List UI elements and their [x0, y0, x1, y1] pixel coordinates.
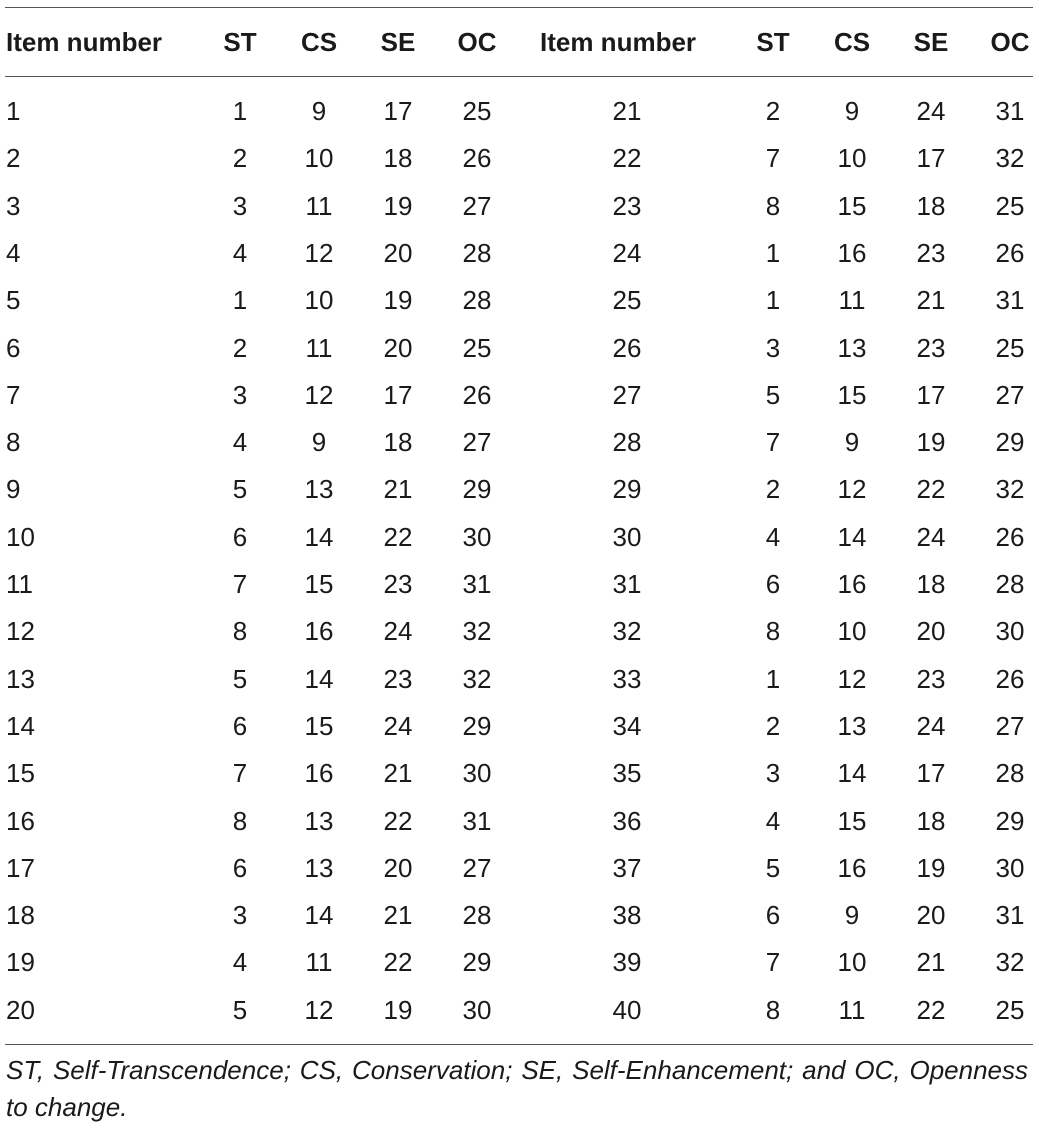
table-row [0, 892, 1039, 939]
cell-oc-left: 29 [462, 947, 492, 978]
cell-item-number-right: 40 [612, 994, 642, 1025]
cell-cs-right: 12 [837, 474, 867, 505]
table-row [0, 703, 1039, 750]
cell-st-left: 6 [232, 852, 248, 883]
cell-item-number-left: 14 [6, 710, 35, 741]
cell-cs-right: 13 [837, 332, 867, 363]
cell-st-right: 5 [765, 379, 781, 410]
cell-cs-right: 16 [837, 237, 867, 268]
cell-cs-right: 9 [844, 96, 860, 126]
cell-se-right: 18 [916, 805, 946, 836]
cell-item-number-right: 23 [612, 190, 642, 221]
header-oc-right: OC [990, 27, 1030, 57]
cell-oc-right: 27 [995, 379, 1025, 410]
cell-item-number-left: 5 [6, 285, 21, 316]
cell-st-right: 4 [765, 521, 781, 552]
cell-st-left: 2 [232, 332, 248, 363]
cell-oc-left: 26 [462, 379, 492, 410]
table-row [0, 230, 1039, 277]
cell-cs-left: 10 [304, 285, 334, 316]
cell-oc-left: 29 [462, 710, 492, 741]
cell-cs-right: 11 [838, 994, 866, 1025]
cell-se-left: 24 [383, 710, 413, 741]
cell-oc-left: 28 [462, 237, 492, 268]
cell-oc-right: 32 [995, 143, 1025, 174]
cell-se-left: 23 [383, 569, 413, 599]
cell-oc-right: 26 [995, 521, 1025, 552]
cell-cs-right: 14 [837, 521, 867, 552]
cell-cs-left: 15 [304, 569, 334, 599]
cell-cs-right: 11 [838, 285, 866, 316]
cell-item-number-right: 26 [612, 332, 642, 363]
table-row [0, 514, 1039, 561]
cell-se-left: 17 [383, 379, 413, 410]
cell-st-right: 2 [765, 474, 781, 505]
table-row [0, 750, 1039, 797]
cell-cs-left: 11 [305, 947, 333, 978]
cell-st-left: 7 [232, 758, 248, 789]
cell-oc-left: 27 [462, 190, 492, 221]
cell-cs-left: 9 [311, 427, 327, 458]
cell-item-number-left: 7 [6, 379, 21, 410]
cell-oc-left: 31 [462, 569, 492, 599]
cell-cs-left: 14 [304, 663, 334, 694]
cell-oc-left: 26 [462, 143, 492, 174]
cell-oc-right: 28 [995, 569, 1025, 599]
cell-st-left: 4 [232, 427, 248, 458]
table-bottom-rule [5, 1044, 1033, 1045]
cell-se-right: 18 [916, 569, 946, 599]
cell-item-number-left: 16 [6, 805, 35, 836]
cell-cs-right: 10 [837, 616, 867, 647]
header-oc-left: OC [457, 27, 497, 57]
cell-oc-left: 27 [462, 852, 492, 883]
cell-st-left: 8 [232, 616, 248, 647]
cell-item-number-left: 6 [6, 332, 21, 363]
cell-st-right: 1 [765, 237, 781, 268]
cell-se-left: 17 [383, 96, 413, 126]
cell-se-right: 23 [916, 237, 946, 268]
header-item-number-right: Item number [540, 27, 697, 57]
cell-se-left: 22 [383, 947, 413, 978]
cell-st-right: 6 [765, 900, 781, 931]
cell-se-right: 24 [916, 96, 946, 126]
cell-item-number-right: 38 [612, 900, 642, 931]
cell-item-number-left: 10 [6, 521, 35, 552]
cell-se-left: 19 [383, 994, 413, 1025]
cell-oc-left: 32 [462, 663, 492, 694]
cell-item-number-right: 31 [612, 569, 642, 599]
cell-item-number-left: 9 [6, 474, 21, 505]
cell-oc-left: 25 [462, 96, 492, 126]
cell-item-number-left: 20 [6, 994, 35, 1025]
cell-cs-right: 16 [837, 852, 867, 883]
cell-cs-left: 16 [304, 616, 334, 647]
cell-se-right: 21 [916, 947, 946, 978]
cell-oc-left: 28 [462, 900, 492, 931]
cell-item-number-left: 18 [6, 900, 35, 931]
cell-se-left: 22 [383, 805, 413, 836]
cell-st-left: 2 [232, 143, 248, 174]
table-footnote: ST, Self-Transcendence; CS, Conservation; SE, Self-Enhancement; and OC, Openness to change. [6, 1055, 1028, 1122]
cell-cs-right: 14 [837, 758, 867, 789]
cell-oc-right: 28 [995, 758, 1025, 789]
table-row [0, 987, 1039, 1034]
cell-oc-right: 32 [995, 474, 1025, 505]
cell-cs-right: 15 [837, 379, 867, 410]
cell-se-left: 23 [383, 663, 413, 694]
cell-cs-left: 13 [304, 805, 334, 836]
cell-oc-right: 32 [995, 947, 1025, 978]
cell-oc-left: 30 [462, 521, 492, 552]
cell-st-right: 2 [765, 710, 781, 741]
cell-st-right: 7 [765, 143, 781, 174]
cell-oc-right: 27 [995, 710, 1025, 741]
cell-item-number-right: 21 [612, 96, 642, 126]
cell-st-left: 6 [232, 710, 248, 741]
cell-oc-right: 29 [995, 427, 1025, 458]
cell-item-number-left: 4 [6, 237, 21, 268]
header-item-number-left: Item number [6, 27, 163, 57]
cell-st-right: 5 [765, 852, 781, 883]
table-row [0, 372, 1039, 419]
cell-st-left: 6 [232, 521, 248, 552]
table-row [0, 88, 1039, 135]
cell-st-right: 8 [765, 994, 781, 1025]
cell-item-number-left: 2 [6, 143, 21, 174]
cell-se-left: 19 [383, 285, 413, 316]
cell-item-number-right: 36 [612, 805, 642, 836]
table-row [0, 466, 1039, 513]
cell-item-number-left: 1 [6, 96, 21, 126]
cell-oc-left: 25 [462, 332, 492, 363]
cell-cs-left: 11 [305, 190, 333, 221]
cell-st-right: 7 [765, 427, 781, 458]
cell-cs-left: 13 [304, 474, 334, 505]
cell-cs-left: 14 [304, 900, 334, 931]
table-row [0, 845, 1039, 892]
cell-st-right: 2 [765, 96, 781, 126]
table-header-row [0, 18, 1039, 66]
table-row [0, 419, 1039, 466]
cell-cs-left: 12 [304, 237, 334, 268]
cell-se-right: 17 [916, 379, 946, 410]
cell-se-right: 17 [916, 758, 946, 789]
cell-st-right: 7 [765, 947, 781, 978]
cell-item-number-right: 33 [612, 663, 642, 694]
table-row [0, 277, 1039, 324]
cell-st-left: 5 [232, 663, 248, 694]
header-st-left: ST [223, 27, 257, 57]
cell-oc-left: 30 [462, 994, 492, 1025]
cell-item-number-right: 34 [612, 710, 642, 741]
cell-st-left: 3 [232, 190, 248, 221]
cell-cs-right: 10 [837, 947, 867, 978]
cell-item-number-right: 27 [612, 379, 642, 410]
cell-se-left: 24 [383, 616, 413, 647]
cell-se-right: 20 [916, 900, 946, 931]
cell-cs-left: 10 [304, 143, 334, 174]
cell-se-left: 21 [383, 900, 413, 931]
table-row [0, 135, 1039, 182]
cell-cs-left: 12 [304, 994, 334, 1025]
cell-st-right: 3 [765, 332, 781, 363]
cell-item-number-right: 32 [612, 616, 642, 647]
cell-cs-right: 15 [837, 805, 867, 836]
cell-oc-right: 30 [995, 852, 1025, 883]
header-st-right: ST [756, 27, 790, 57]
cell-st-left: 8 [232, 805, 248, 836]
cell-item-number-right: 25 [612, 285, 642, 316]
cell-st-right: 3 [765, 758, 781, 789]
cell-cs-right: 9 [844, 900, 860, 931]
cell-cs-left: 11 [305, 332, 333, 363]
cell-st-right: 8 [765, 616, 781, 647]
cell-se-left: 19 [383, 190, 413, 221]
cell-cs-left: 15 [304, 710, 334, 741]
table-row [0, 325, 1039, 372]
cell-item-number-left: 11 [6, 569, 33, 599]
cell-st-left: 1 [232, 96, 248, 126]
cell-se-left: 18 [383, 427, 413, 458]
cell-item-number-right: 29 [612, 474, 642, 505]
cell-st-left: 5 [232, 994, 248, 1025]
cell-oc-left: 27 [462, 427, 492, 458]
table-row [0, 608, 1039, 655]
cell-oc-right: 29 [995, 805, 1025, 836]
cell-oc-right: 25 [995, 994, 1025, 1025]
cell-cs-right: 12 [837, 663, 867, 694]
cell-oc-right: 31 [995, 96, 1025, 126]
cell-st-right: 1 [765, 285, 781, 316]
cell-se-right: 20 [916, 616, 946, 647]
header-se-left: SE [380, 27, 416, 57]
cell-oc-left: 32 [462, 616, 492, 647]
table-row [0, 939, 1039, 986]
cell-cs-right: 9 [844, 427, 860, 458]
cell-se-right: 19 [916, 427, 946, 458]
cell-oc-right: 26 [995, 237, 1025, 268]
cell-cs-right: 16 [837, 569, 867, 599]
cell-item-number-left: 19 [6, 947, 35, 978]
cell-item-number-right: 30 [612, 521, 642, 552]
cell-item-number-right: 39 [612, 947, 642, 978]
cell-cs-left: 14 [304, 521, 334, 552]
cell-se-right: 24 [916, 521, 946, 552]
cell-item-number-left: 15 [6, 758, 35, 789]
cell-se-left: 18 [383, 143, 413, 174]
cell-cs-left: 12 [304, 379, 334, 410]
cell-st-left: 1 [232, 285, 248, 316]
cell-item-number-left: 12 [6, 616, 35, 647]
cell-oc-left: 31 [462, 805, 492, 836]
cell-se-left: 21 [383, 474, 413, 505]
cell-st-left: 3 [232, 900, 248, 931]
cell-item-number-right: 28 [612, 427, 642, 458]
cell-se-left: 20 [383, 332, 413, 363]
table-row [0, 561, 1039, 608]
cell-item-number-right: 35 [612, 758, 642, 789]
cell-item-number-right: 37 [612, 852, 642, 883]
cell-se-left: 21 [383, 758, 413, 789]
cell-oc-right: 25 [995, 190, 1025, 221]
cell-oc-right: 30 [995, 616, 1025, 647]
cell-se-right: 18 [916, 190, 946, 221]
header-se-right: SE [913, 27, 949, 57]
cell-se-right: 21 [916, 285, 946, 316]
cell-st-right: 1 [765, 663, 781, 694]
cell-se-right: 23 [916, 332, 946, 363]
cell-item-number-left: 17 [6, 852, 35, 883]
table-row [0, 798, 1039, 845]
cell-st-left: 3 [232, 379, 248, 410]
cell-oc-right: 31 [995, 900, 1025, 931]
cell-item-number-left: 13 [6, 663, 35, 694]
cell-cs-right: 15 [837, 190, 867, 221]
cell-oc-left: 29 [462, 474, 492, 505]
cell-se-right: 22 [916, 994, 946, 1025]
cell-st-left: 4 [232, 237, 248, 268]
cell-st-left: 5 [232, 474, 248, 505]
cell-cs-left: 16 [304, 758, 334, 789]
cell-cs-left: 9 [311, 96, 327, 126]
cell-st-right: 6 [765, 569, 781, 599]
cell-st-right: 8 [765, 190, 781, 221]
table-row [0, 656, 1039, 703]
cell-se-right: 17 [916, 143, 946, 174]
table-top-rule [5, 7, 1033, 8]
cell-cs-left: 13 [304, 852, 334, 883]
table-header-rule [5, 76, 1033, 77]
cell-se-right: 24 [916, 710, 946, 741]
cell-se-right: 19 [916, 852, 946, 883]
cell-se-right: 23 [916, 663, 946, 694]
cell-se-left: 22 [383, 521, 413, 552]
cell-st-left: 4 [232, 947, 248, 978]
cell-oc-left: 28 [462, 285, 492, 316]
cell-se-left: 20 [383, 237, 413, 268]
cell-cs-right: 13 [837, 710, 867, 741]
cell-oc-right: 25 [995, 332, 1025, 363]
header-cs-left: CS [300, 27, 338, 57]
cell-se-right: 22 [916, 474, 946, 505]
cell-oc-left: 30 [462, 758, 492, 789]
cell-item-number-left: 3 [6, 190, 21, 221]
header-cs-right: CS [833, 27, 871, 57]
table-row [0, 183, 1039, 230]
cell-st-right: 4 [765, 805, 781, 836]
cell-st-left: 7 [232, 569, 248, 599]
cell-item-number-left: 8 [6, 427, 21, 458]
cell-cs-right: 10 [837, 143, 867, 174]
cell-item-number-right: 24 [612, 237, 642, 268]
cell-se-left: 20 [383, 852, 413, 883]
cell-oc-right: 26 [995, 663, 1025, 694]
cell-item-number-right: 22 [612, 143, 642, 174]
cell-oc-right: 31 [995, 285, 1025, 316]
